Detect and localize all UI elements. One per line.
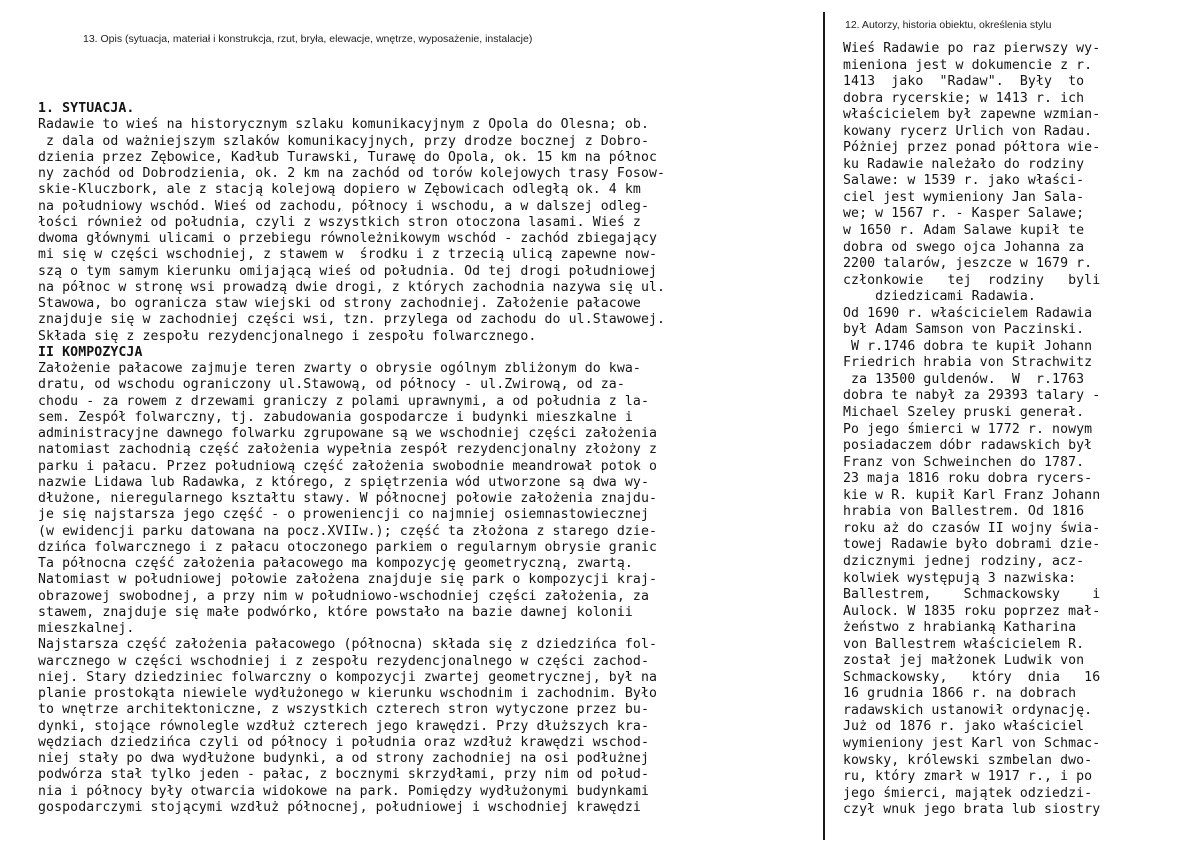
- text-line: dobra te nabył za 29393 talary -: [843, 388, 1101, 404]
- text-line: był Adam Samson von Paczinski.: [843, 322, 1085, 338]
- text-line: Friedrich hrabia von Strachwitz: [843, 355, 1093, 371]
- text-line: nia i północy były otwarcia widokowe na park. Pomiędzy wydłużonymi budynkami: [38, 783, 650, 799]
- text-line: szą o tym samym kierunku omijającą wieś od południa. Od tej drogi południowej: [38, 263, 658, 279]
- text-line: nazwie Lidawa lub Radawka, z którego, z spiętrzenia wód utworzone są dwa wy-: [38, 474, 650, 490]
- text-line: we; w 1567 r. - Kasper Salawe;: [843, 206, 1085, 222]
- text-line: za 13500 guldenów. W r.1763: [843, 371, 1085, 387]
- text-line: Od 1690 r. właścicielem Radawia: [843, 305, 1093, 321]
- text-line: w 1650 r. Adam Salawe kupił te: [843, 223, 1085, 239]
- text-line: Wieś Radawie po raz pierwszy wy-: [843, 41, 1101, 56]
- text-line: łości również od południa, czyli z wszystkich stron otoczona lasami. Wieś z: [38, 214, 641, 230]
- text-line: towej Radawie było dobrami dzie-: [843, 537, 1101, 553]
- text-line: podwórza stał tylko jeden - pałac, z bocznymi skrzydłami, przy nim od połud-: [38, 767, 650, 783]
- text-line: Najstarsza część założenia pałacowego (północna) składa się z dziedzińca fol-: [38, 637, 658, 653]
- text-line: 23 maja 1816 roku dobra rycers-: [843, 471, 1093, 487]
- text-line: Stawowa, bo ogranicza staw wiejski od strony zachodniej. Założenie pałacowe: [38, 296, 641, 311]
- text-line: ciel jest wymieniony Jan Sala-: [843, 189, 1085, 205]
- text-line: wędziach dziedzińca czyli od północy i południa oraz wzdłuż krawędzi wschod-: [38, 734, 650, 750]
- text-line: 2200 talarów, jeszcze w 1679 r.: [843, 256, 1093, 272]
- text-line: obrazowej swobodnej, a przy nim w południowo-wschodniej części założenia, za: [38, 588, 650, 604]
- text-line: Michael Szeley pruski generał.: [843, 405, 1085, 421]
- text-line: Schmackowsky, który dnia 16: [843, 669, 1101, 685]
- text-line: gospodarczymi stojącymi wzdłuż północnej, południowej i wschodniej krawędzi: [38, 799, 641, 815]
- text-line: został jej małżonek Ludwik von: [843, 653, 1085, 669]
- left-column-header: 13. Opis (sytuacja, materiał i konstrukcja, rzut, bryła, elewacje, wnętrze, wyposażenie, instalacje): [83, 33, 533, 45]
- text-line: właścicielem był zapewne wzmian-: [843, 107, 1101, 123]
- text-line: radawskich ustanowił ordynację.: [843, 702, 1093, 718]
- description-column: [38, 101, 824, 816]
- history-column: [843, 41, 1199, 819]
- text-line: stawem, znajduje się małe podwórko, które powstało na bazie dawnej kolonii: [38, 604, 633, 620]
- text-line: dłużone, nieregularnego kształtu stawy. W północnej połowie założenia znajdu-: [38, 491, 658, 506]
- text-line: roku aż do czasów II wojny świa-: [843, 520, 1101, 536]
- text-line: 1413 jako "Radaw". Były to: [843, 74, 1085, 90]
- text-line: 1. SYTUACJA.: [38, 101, 135, 116]
- text-line: dziedzicami Radawia.: [843, 289, 1036, 305]
- text-line: dzicznymi jednej rodziny, acz-: [843, 553, 1085, 569]
- text-line: hrabia von Ballestrem. Od 1816: [843, 504, 1085, 520]
- text-line: W r.1746 dobra te kupił Johann: [843, 338, 1093, 354]
- text-line: mieniona jest w dokumencie z r.: [843, 57, 1093, 73]
- text-line: ny zachód od Dobrodzienia, ok. 2 km na zachód od torów kolejowych trasy Fosow-: [38, 166, 666, 181]
- text-line: (w ewidencji parku datowana na pocz.XVIIw.); część ta złożona z starego dzie-: [38, 523, 658, 539]
- text-line: parku i pałacu. Przez południową część założenia swobodnie meandrował potok o: [38, 458, 658, 474]
- text-line: kowany rycerz Urlich von Radau.: [843, 123, 1093, 139]
- text-line: dwoma głównymi ulicami o przebiegu równoleżnikowym wschód - zachód zbiegający: [38, 231, 658, 246]
- text-line: Salawe: w 1539 r. jako właści-: [843, 173, 1085, 189]
- text-line: Radawie to wieś na historycznym szlaku komunikacyjnym z Opola do Olesna; ob.: [38, 117, 650, 133]
- text-line: kolwiek występują 3 nazwiska:: [843, 570, 1077, 586]
- text-line: posiadaczem dóbr radawskich był: [843, 438, 1093, 454]
- text-line: II KOMPOZYCJA: [38, 344, 143, 360]
- text-line: wymieniony jest Karl von Schmac-: [843, 735, 1101, 751]
- text-line: Ta północna część założenia pałacowego ma kompozycję geometryczną, zwartą.: [38, 556, 633, 571]
- text-line: to wnętrze architektoniczne, z wszystkich czterech stron wytyczone przez bu-: [38, 702, 650, 718]
- text-line: członkowie tej rodziny byli: [843, 272, 1101, 288]
- text-line: natomiast zachodnią część założenia wypełnia zespół rezydencjonalny złożony z: [38, 442, 658, 458]
- text-line: na południowy wschód. Wieś od zachodu, północy i wschodu, a w dalszej odleg-: [38, 198, 650, 214]
- text-line: ku Radawie należało do rodziny: [843, 156, 1085, 172]
- text-line: Założenie pałacowe zajmuje teren zwarty o obrysie ogólnym zbliżonym do kwa-: [38, 361, 641, 376]
- text-line: Natomiast w południowej połowie założena znajduje się park o kompozycji kraj-: [38, 572, 658, 588]
- text-line: je się najstarsza jego część - o proweniencji co najmniej osiemnastowiecznej: [38, 507, 650, 523]
- text-line: skie-Kluczbork, ale z stacją kolejową dopiero w Zębowicach odległą ok. 4 km: [38, 182, 641, 198]
- text-line: dobra rycerskie; w 1413 r. ich: [843, 90, 1085, 106]
- text-line: dratu, od wschodu ograniczony ul.Stawową, od północy - ul.Żwirową, od za-: [38, 377, 625, 393]
- text-line: mi się w części wschodniej, z stawem w środku i z trzecią ulicą zapewne now-: [38, 247, 658, 263]
- text-line: Póżniej przez ponad półtora wie-: [843, 140, 1101, 156]
- text-line: czył wnuk jego brata lub siostry: [843, 802, 1101, 818]
- text-line: Już od 1876 r. jako właściciel: [843, 719, 1085, 735]
- text-line: von Ballestrem właścicielem R.: [843, 636, 1085, 652]
- text-line: Franz von Schweinchen do 1787.: [843, 454, 1085, 470]
- text-line: ru, który zmarł w 1917 r., i po: [843, 769, 1093, 785]
- text-line: dzińca folwarcznego i z pałacu otoczonego parkiem o regularnym obrysie granic: [38, 539, 658, 555]
- right-column-header: 12. Autorzy, historia obiektu, określenia stylu: [845, 19, 1052, 31]
- text-line: administracyjne dawnego folwarku zgrupowane są we wschodniej części założenia: [38, 426, 658, 441]
- text-line: planie prostokąta niewiele wydłużonego w kierunku wschodnim i zachodnim. Było: [38, 686, 658, 701]
- text-line: sem. Zespół folwarczny, tj. zabudowania gospodarcze i budynki mieszkalne i: [38, 409, 633, 425]
- text-line: jego śmierci, majątek odziedzi-: [843, 785, 1093, 801]
- text-line: mieszkalnej.: [38, 621, 135, 636]
- text-line: 16 grudnia 1866 r. na dobrach: [843, 686, 1077, 702]
- text-line: z dala od ważniejszym szlaków komunikacyjnych, przy drodze bocznej z Dobro-: [38, 133, 650, 149]
- text-line: żeństwo z hrabianką Katharina: [843, 620, 1077, 636]
- text-line: znajduje się w zachodniej części wsi, tzn. przylega od zachodu do ul.Stawowej.: [38, 312, 666, 328]
- text-line: dobra od swego ojca Johanna za: [843, 239, 1085, 255]
- text-line: Składa się z zespołu rezydencjonalnego i zespołu folwarcznego.: [38, 328, 537, 344]
- text-line: chodu - za rowem z drzewami graniczy z polami uprawnymi, a od południa z la-: [38, 393, 650, 409]
- text-line: na północ w stronę wsi prowadzą dwie drogi, z których zachodnia nazywa się ul.: [38, 279, 666, 295]
- text-line: niej stały po dwa wydłużone budynki, a od strony zachodniej na osi podłużnej: [38, 751, 650, 766]
- text-line: Ballestrem, Schmackowsky i: [843, 587, 1101, 603]
- text-line: dynki, stojące równolegle wzdłuż czterech jego krawędzi. Przy dłuższych kra-: [38, 718, 650, 734]
- text-line: niej. Stary dziedziniec folwarczny o kompozycji zwartej geometrycznej, był na: [38, 669, 658, 685]
- text-line: dzienia przez Zębowice, Kadłub Turawski, Turawę do Opola, ok. 15 km na północ: [38, 149, 658, 165]
- text-line: kowsky, królewski szmbelan dwo-: [843, 752, 1093, 768]
- text-line: kie w R. kupił Karl Franz Johann: [843, 487, 1101, 503]
- text-line: Aulock. W 1835 roku poprzez mał-: [843, 603, 1101, 619]
- text-line: warcznego w części wschodniej i z zespołu rezydencjonalnego w części zachod-: [38, 653, 650, 669]
- text-line: Po jego śmierci w 1772 r. nowym: [843, 421, 1093, 437]
